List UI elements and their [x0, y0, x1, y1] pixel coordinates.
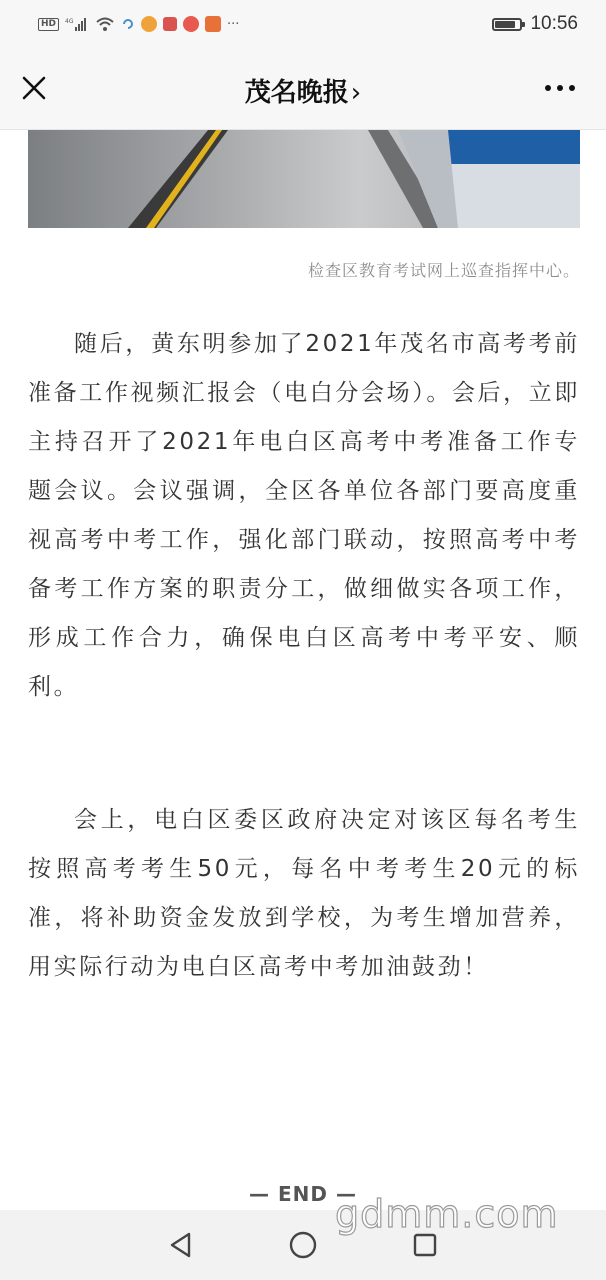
recents-square-icon	[412, 1232, 438, 1258]
nav-bar	[0, 48, 606, 130]
back-button[interactable]	[161, 1225, 201, 1265]
back-triangle-icon	[168, 1231, 194, 1259]
battery-level	[495, 21, 514, 28]
battery-icon	[492, 18, 522, 31]
home-circle-icon	[288, 1230, 318, 1260]
app-notification-icon	[205, 16, 221, 32]
article-photo[interactable]	[28, 130, 580, 228]
home-button[interactable]	[283, 1225, 323, 1265]
article-paragraph: 随后，黄东明参加了2021年茂名市高考考前准备工作视频汇报会（电白分会场）。会后，立即主持召开了2021年电白区高考中考准备工作专题会议。会议强调，全区各单位各部门要高度重视高考中考工作，强化部门联动，按照高考中考备考工作方案的职责分工，做细做实各项工作，形成工作合力，确保电白区高考中考平安、顺利。	[28, 331, 580, 700]
account-title-link[interactable]	[0, 72, 606, 109]
more-notifications-icon: ···	[227, 16, 240, 32]
end-mark: — END —	[249, 1182, 357, 1206]
app-notification-icon	[141, 16, 157, 32]
app-notification-icon	[183, 16, 199, 32]
more-button[interactable]	[540, 76, 580, 100]
hd-badge: HD	[38, 18, 59, 31]
status-icons	[38, 16, 239, 32]
status-right	[492, 13, 578, 35]
chevron-right-icon: ›	[350, 78, 362, 108]
photo-caption: 检查区教育考试网上巡查指挥中心。	[307, 261, 580, 280]
system-nav-bar	[0, 1210, 606, 1280]
page-title: 茂名晚报	[244, 78, 349, 108]
more-icon	[545, 85, 551, 91]
sync-icon	[121, 17, 135, 31]
recents-button[interactable]	[405, 1225, 445, 1265]
status-bar	[0, 0, 606, 48]
svg-text:4G: 4G	[65, 18, 74, 25]
app-notification-icon	[163, 17, 177, 31]
article-paragraph: 会上，电白区委区政府决定对该区每名考生按照高考考生50元，每名中考考生20元的标准，将补助资金发放到学校，为考生增加营养，用实际行动为电白区高考中考加油鼓劲！	[28, 807, 580, 980]
status-time: 10:56	[530, 13, 578, 34]
wifi-icon	[95, 16, 115, 32]
hallway-photo	[28, 130, 580, 228]
signal-icon	[65, 17, 89, 31]
watermark: gdmm.com	[335, 1192, 559, 1236]
